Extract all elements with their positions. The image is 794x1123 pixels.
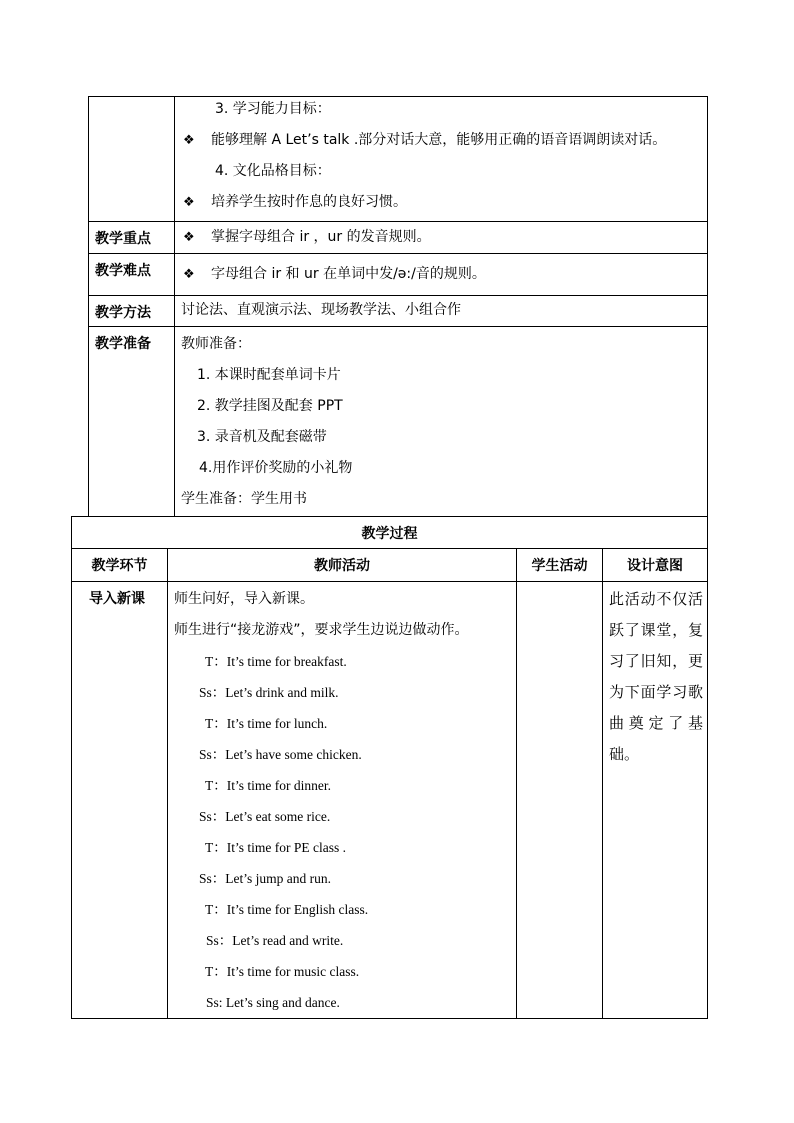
student-activity-cell <box>517 582 603 1019</box>
dialogue-line: Ss：Let’s have some chicken. <box>199 747 362 762</box>
prep-item-4: 4.用作评价奖励的小礼物 <box>199 460 353 476</box>
dialogue-line: Ss：Let’s read and write. <box>206 933 344 948</box>
dialogue-line: T：It’s time for dinner. <box>205 778 331 793</box>
goal-heading-3: 3. 学习能力目标： <box>215 101 331 117</box>
goal-text: 培养学生按时作息的良好习惯。 <box>211 194 407 210</box>
methods-cell <box>175 296 708 327</box>
design-intent-cell <box>603 582 708 1019</box>
process-title: 教学过程 <box>72 517 708 549</box>
header-stage: 教学环节 <box>72 549 168 582</box>
key-points-cell <box>175 222 708 254</box>
header-student-activity: 学生活动 <box>517 549 603 582</box>
bullet-icon: ❖ <box>183 195 195 210</box>
goal-text: 能够理解 A Let’s talk .部分对话大意，能够用正确的语音语调朗读对话。 <box>211 132 667 148</box>
design-intent-text: 此活动不仅活跃了课堂，复习了旧知，更为下面学习歌曲奠定了基础。 <box>609 590 703 763</box>
top-table <box>88 96 708 517</box>
prep-student: 学生准备：学生用书 <box>181 491 307 507</box>
process-table <box>71 516 708 1019</box>
prep-item-1: 1. 本课时配套单词卡片 <box>197 367 341 383</box>
goal-heading-4: 4. 文化品格目标： <box>215 163 331 179</box>
prep-item-2: 2. 教学挂图及配套 PPT <box>197 398 343 414</box>
dialogue-line: Ss：Let’s eat some rice. <box>199 809 331 824</box>
difficulties-label: 教学难点 <box>89 254 175 296</box>
key-points-text: 掌握字母组合 ir ，ur 的发音规则。 <box>211 229 431 245</box>
dialogue-line: T：It’s time for lunch. <box>205 716 328 731</box>
teacher-line-1: 师生问好，导入新课。 <box>174 591 314 607</box>
stage-label: 导入新课 <box>72 582 168 1019</box>
preparation-label: 教学准备 <box>89 327 175 517</box>
goals-cell <box>175 97 708 222</box>
difficulties-cell <box>175 254 708 296</box>
dialogue-line: Ss: Let’s sing and dance. <box>206 995 340 1010</box>
methods-text: 讨论法、直观演示法、现场教学法、小组合作 <box>181 302 461 318</box>
goal-item-habit <box>175 187 707 218</box>
dialogue-line: Ss：Let’s jump and run. <box>199 871 331 886</box>
bullet-icon: ❖ <box>183 267 195 282</box>
difficulties-text: 字母组合 ir 和 ur 在单词中发/ə:/音的规则。 <box>211 266 486 282</box>
key-points-label: 教学重点 <box>89 222 175 254</box>
header-design-intent: 设计意图 <box>603 549 708 582</box>
preparation-cell <box>175 327 708 517</box>
dialogue-line: Ss：Let’s drink and milk. <box>199 685 339 700</box>
methods-label: 教学方法 <box>89 296 175 327</box>
teacher-line-2: 师生进行“接龙游戏”，要求学生边说边做动作。 <box>174 622 469 638</box>
goals-label-cell <box>89 97 175 222</box>
bullet-icon: ❖ <box>183 133 195 148</box>
bullet-icon: ❖ <box>183 230 195 245</box>
dialogue-line: T：It’s time for PE class . <box>205 840 346 855</box>
dialogue-line: T：It’s time for English class. <box>205 902 369 917</box>
prep-item-3: 3. 录音机及配套磁带 <box>197 429 327 445</box>
teacher-activity-cell <box>168 582 517 1019</box>
dialogue-line: T：It’s time for breakfast. <box>205 654 347 669</box>
header-teacher-activity: 教师活动 <box>168 549 517 582</box>
prep-teacher-heading: 教师准备： <box>181 336 251 352</box>
dialogue-line: T：It’s time for music class. <box>205 964 360 979</box>
goal-item-talk <box>175 125 707 156</box>
